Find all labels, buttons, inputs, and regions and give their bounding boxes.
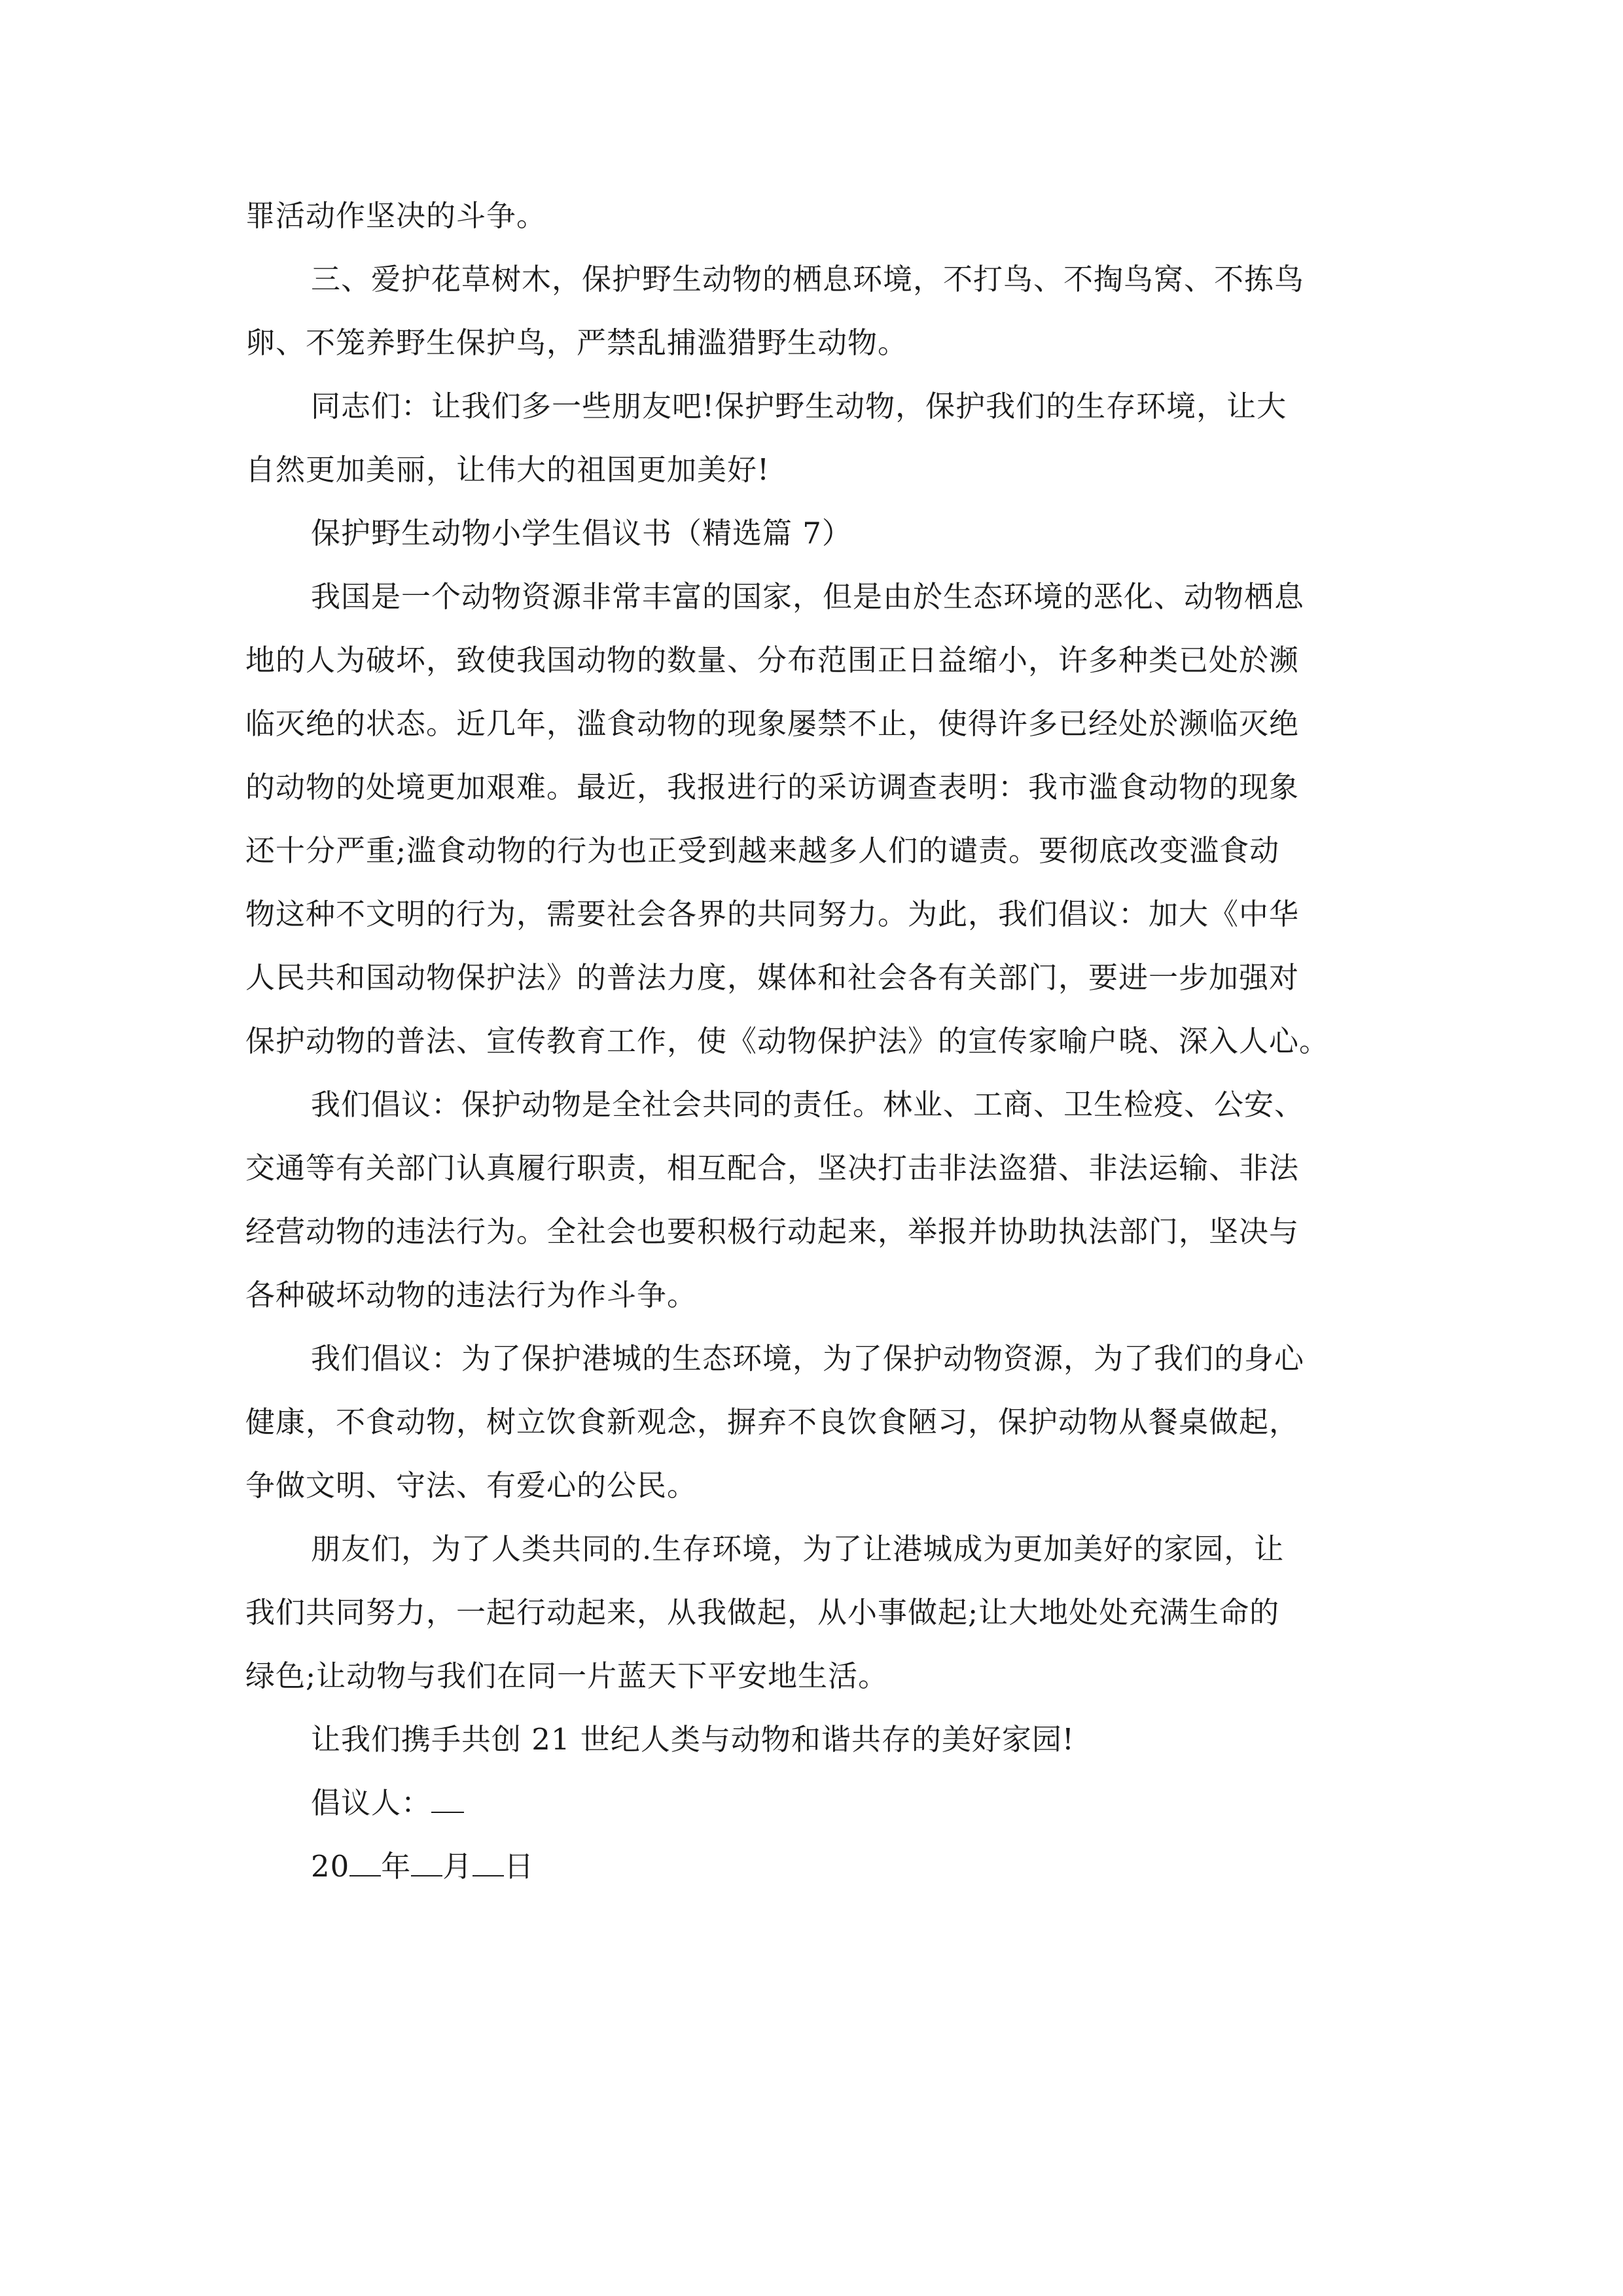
- text-line: 地的人为破坏，致使我国动物的数量、分布范围正日益缩小，许多种类已处於濒: [245, 643, 1300, 677]
- text-line: 争做文明、守法、有爱心的公民。: [245, 1468, 698, 1503]
- text-line: 交通等有关部门认真履行职责，相互配合，坚决打击非法盗猎、非法运输、非法: [245, 1151, 1300, 1185]
- date-day-label: 日: [504, 1849, 535, 1884]
- date-line: [311, 1847, 534, 1886]
- text-line: 物这种不文明的行为，需要社会各界的共同努力。为此，我们倡议：加大《中华: [245, 897, 1300, 931]
- signature-blank: [431, 1787, 464, 1813]
- month-blank: [411, 1850, 442, 1876]
- text-line: 自然更加美丽，让伟大的祖国更加美好!: [245, 452, 770, 487]
- date-prefix: 20: [311, 1849, 350, 1884]
- text-line: 我们倡议：为了保护港城的生态环境，为了保护动物资源，为了我们的身心: [311, 1341, 1305, 1376]
- date-year-label: 年: [381, 1849, 412, 1884]
- text-line: 我们共同努力，一起行动起来，从我做起，从小事做起;让大地处处充满生命的: [245, 1595, 1280, 1630]
- day-blank: [473, 1850, 504, 1876]
- text-line: 我国是一个动物资源非常丰富的国家，但是由於生态环境的恶化、动物栖息: [311, 579, 1305, 614]
- text-line: 人民共和国动物保护法》的普法力度，媒体和社会各有关部门，要进一步加强对: [245, 960, 1300, 995]
- text-line: 卵、不笼养野生保护鸟，严禁乱捕滥猎野生动物。: [245, 325, 908, 360]
- text-line: 各种破坏动物的违法行为作斗争。: [245, 1278, 698, 1312]
- text-line: 经营动物的违法行为。全社会也要积极行动起来，举报并协助执法部门，坚决与: [245, 1214, 1300, 1249]
- text-line: 朋友们，为了人类共同的.生存环境，为了让港城成为更加美好的家园，让: [311, 1532, 1285, 1566]
- date-month-label: 月: [442, 1849, 473, 1884]
- text-line: 的动物的处境更加艰难。最近，我报进行的采访调查表明：我市滥食动物的现象: [245, 770, 1300, 804]
- text-line: 三、爱护花草树木，保护野生动物的栖息环境，不打鸟、不掏鸟窝、不拣鸟: [311, 262, 1305, 296]
- section-heading: 保护野生动物小学生倡议书（精选篇 7）: [311, 516, 852, 550]
- text-line: 临灭绝的状态。近几年，滥食动物的现象屡禁不止，使得许多已经处於濒临灭绝: [245, 706, 1300, 741]
- text-line: 健康，不食动物，树立饮食新观念，摒弃不良饮食陋习，保护动物从餐桌做起，: [245, 1405, 1300, 1439]
- text-line: 让我们携手共创 21 世纪人类与动物和谐共存的美好家园!: [311, 1722, 1075, 1757]
- signature-line: [311, 1784, 464, 1823]
- text-line: 保护动物的普法、宣传教育工作，使《动物保护法》的宣传家喻户晓、深入人心。: [245, 1024, 1330, 1058]
- year-blank: [349, 1850, 381, 1876]
- text-line: 同志们：让我们多一些朋友吧!保护野生动物，保护我们的生存环境，让大: [311, 389, 1287, 423]
- signature-label: 倡议人：: [311, 1785, 432, 1820]
- text-line: 我们倡议：保护动物是全社会共同的责任。林业、工商、卫生检疫、公安、: [311, 1087, 1305, 1122]
- text-line: 还十分严重;滥食动物的行为也正受到越来越多人们的谴责。要彻底改变滥食动: [245, 833, 1280, 868]
- text-line: 罪活动作坚决的斗争。: [245, 198, 547, 233]
- text-line: 绿色;让动物与我们在同一片蓝天下平安地生活。: [245, 1659, 889, 1693]
